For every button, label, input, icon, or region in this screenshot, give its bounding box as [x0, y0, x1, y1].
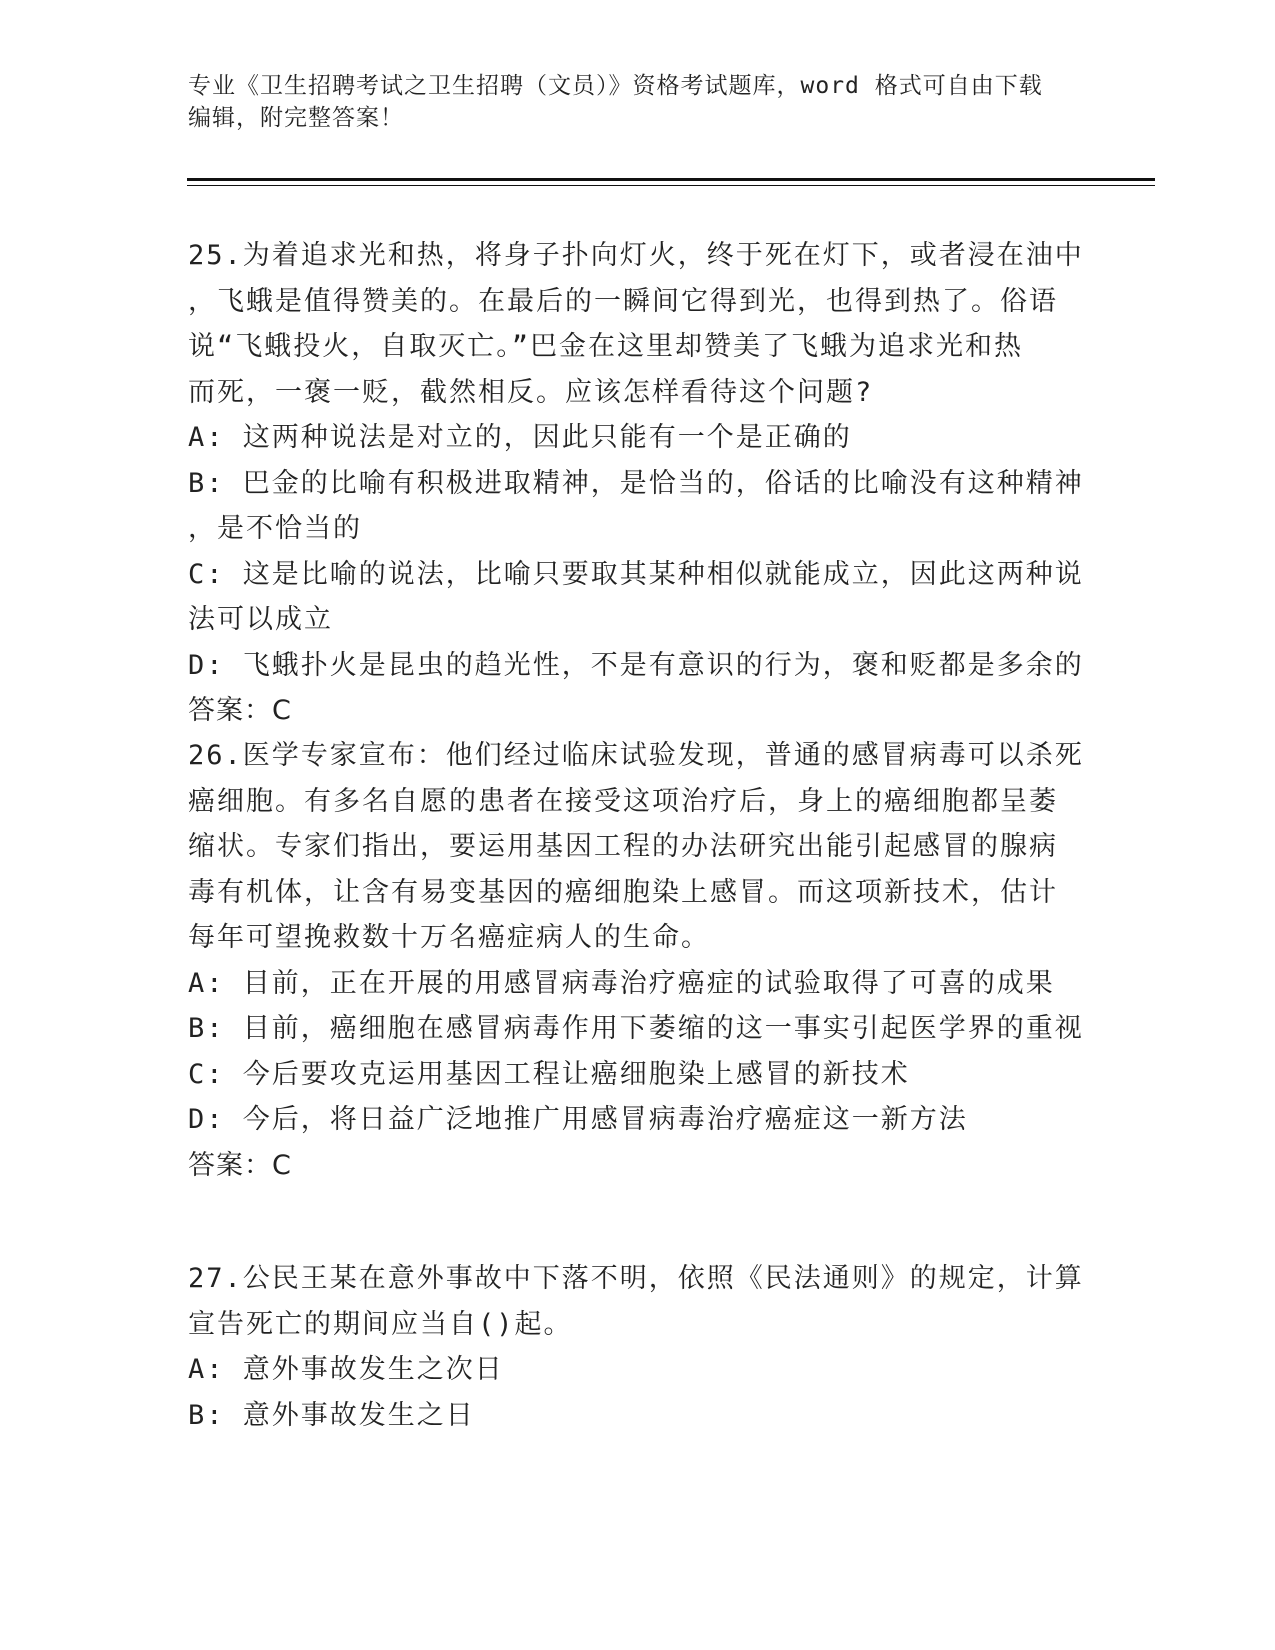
question-25 [188, 233, 1084, 734]
question-stem-line: 癌细胞。有多名自愿的患者在接受这项治疗后，身上的癌细胞都呈萎 [188, 785, 1058, 817]
option-a: A: 这两种说法是对立的，因此只能有一个是正确的 [188, 422, 852, 453]
question-stem-line: 毒有机体，让含有易变基因的癌细胞染上感冒。而这项新技术，估计 [188, 876, 1058, 908]
header-line: 编辑，附完整答案！ [188, 105, 404, 131]
question-stem-line: 27.公民王某在意外事故中下落不明，依照《民法通则》的规定，计算 [188, 1263, 1084, 1294]
option-c-continued: 法可以成立 [188, 604, 333, 635]
header-divider [187, 178, 1155, 181]
answer-label: 答案：C [188, 695, 292, 726]
header-line: 专业《卫生招聘考试之卫生招聘（文员）》资格考试题库，word 格式可自由下载 [188, 73, 1043, 99]
question-27 [188, 1256, 1084, 1438]
option-a: A: 目前，正在开展的用感冒病毒治疗癌症的试验取得了可喜的成果 [188, 967, 1055, 999]
option-b-continued: ，是不恰当的 [188, 513, 362, 544]
question-stem-line: ，飞蛾是值得赞美的。在最后的一瞬间它得到光，也得到热了。俗语 [188, 285, 1058, 317]
question-stem-line: 说“飞蛾投火，自取灭亡。”巴金在这里却赞美了飞蛾为追求光和热 [188, 331, 1024, 362]
option-b: B: 目前，癌细胞在感冒病毒作用下萎缩的这一事实引起医学界的重视 [188, 1013, 1084, 1044]
question-stem-line: 缩状。专家们指出，要运用基因工程的办法研究出能引起感冒的腺病 [188, 831, 1058, 862]
option-c: C: 今后要攻克运用基因工程让癌细胞染上感冒的新技术 [188, 1058, 910, 1090]
answer-label: 答案：C [188, 1149, 292, 1181]
question-stem-line: 宣告死亡的期间应当自()起。 [188, 1308, 573, 1340]
option-c: C: 这是比喻的说法，比喻只要取其某种相似就能成立，因此这两种说 [188, 558, 1084, 590]
question-stem-line: 而死，一褒一贬，截然相反。应该怎样看待这个问题? [188, 376, 874, 408]
option-d: D: 飞蛾扑火是昆虫的趋光性，不是有意识的行为，褒和贬都是多余的 [188, 649, 1084, 681]
question-stem-line: 26.医学专家宣布：他们经过临床试验发现，普通的感冒病毒可以杀死 [188, 740, 1084, 771]
question-stem-line: 25.为着追求光和热，将身子扑向灯火，终于死在灯下，或者浸在油中 [188, 240, 1084, 271]
option-b: B: 巴金的比喻有积极进取精神，是恰当的，俗话的比喻没有这种精神 [188, 467, 1084, 499]
option-b: B: 意外事故发生之日 [188, 1399, 475, 1431]
question-stem-line: 每年可望挽救数十万名癌症病人的生命。 [188, 922, 710, 953]
document-header [188, 70, 1088, 134]
option-a: A: 意外事故发生之次日 [188, 1354, 504, 1385]
header-divider [187, 185, 1155, 186]
question-26 [188, 733, 1084, 1188]
option-d: D: 今后，将日益广泛地推广用感冒病毒治疗癌症这一新方法 [188, 1104, 968, 1135]
